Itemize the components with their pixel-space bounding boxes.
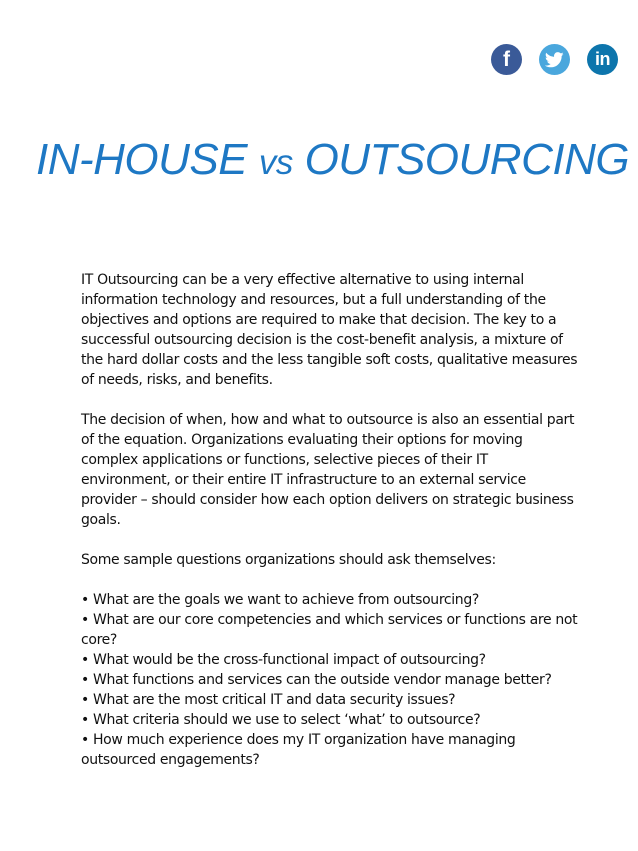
twitter-icon[interactable] xyxy=(539,44,570,75)
twitter-bird-glyph xyxy=(545,52,564,68)
question-item: • What are our core competencies and which services or functions are not core? xyxy=(81,612,578,648)
body-content xyxy=(81,270,581,770)
title-part-2: OUTSOURCING xyxy=(292,135,630,184)
linkedin-icon[interactable] xyxy=(587,44,618,75)
question-item: • How much experience does my IT organization have managing outsourced engagements? xyxy=(81,732,516,768)
question-item: • What criteria should we use to select ‘what’ to outsource? xyxy=(81,712,481,728)
linkedin-glyph: in xyxy=(595,49,610,69)
question-item: • What are the goals we want to achieve from outsourcing? xyxy=(81,592,479,608)
questions-intro: Some sample questions organizations should ask themselves: xyxy=(81,552,496,568)
title-vs: vs xyxy=(258,143,293,182)
question-item: • What are the most critical IT and data security issues? xyxy=(81,692,456,708)
question-item: • What functions and services can the outside vendor manage better? xyxy=(81,672,552,688)
questions-list xyxy=(81,590,581,770)
social-links xyxy=(491,44,618,75)
decision-paragraph: The decision of when, how and what to outsource is also an essential part of the equation. Organizations evaluating their options for moving complex applications or functions, selective pieces of their IT environment, or their entire IT infrastructure to an external service provider – should consider how each option delivers on strategic business goals. xyxy=(81,412,575,528)
intro-paragraph: IT Outsourcing can be a very effective alternative to using internal information technology and resources, but a full understanding of the objectives and options are required to make that decision. The key to a successful outsourcing decision is the cost-benefit analysis, a mixture of the hard dollar costs and the less tangible soft costs, qualitative measures of needs, risks, and benefits. xyxy=(81,272,578,388)
title-part-1: IN-HOUSE xyxy=(36,135,259,184)
facebook-icon[interactable] xyxy=(491,44,522,75)
question-item: • What would be the cross-functional impact of outsourcing? xyxy=(81,652,486,668)
page-title xyxy=(36,135,629,185)
facebook-glyph: f xyxy=(503,47,510,71)
